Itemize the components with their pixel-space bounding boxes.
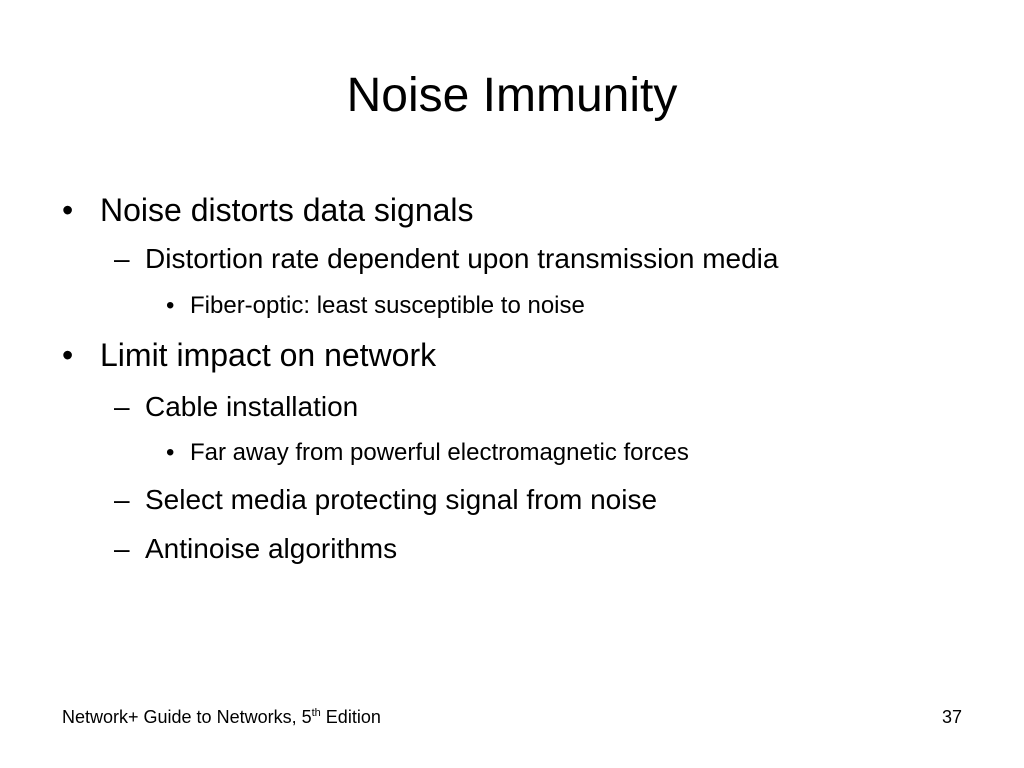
footer-source-prefix: Network+ Guide to Networks, 5 xyxy=(62,707,312,727)
bullet-text: Antinoise algorithms xyxy=(145,533,398,564)
footer-source xyxy=(62,706,381,728)
page-number: 37 xyxy=(941,707,962,727)
footer-source-superscript: th xyxy=(311,707,321,719)
bullet-text: Limit impact on network xyxy=(100,337,437,373)
bullet-marker: • xyxy=(166,439,175,466)
bullet-marker: – xyxy=(114,533,130,564)
bullet-text: Cable installation xyxy=(145,391,359,422)
bullet-marker: – xyxy=(114,484,130,515)
bullet-text: Select media protecting signal from noise xyxy=(145,484,658,515)
bullet-text: Distortion rate dependent upon transmission media xyxy=(145,243,779,274)
bullet-marker: • xyxy=(62,192,74,228)
bullet-marker: • xyxy=(166,292,175,319)
bullet-marker: – xyxy=(114,391,130,422)
bullet-marker: – xyxy=(114,243,130,274)
bullet-text: Noise distorts data signals xyxy=(100,192,474,228)
footer-source-suffix: Edition xyxy=(320,707,381,727)
slide-title: Noise Immunity xyxy=(346,69,678,122)
bullet-text: Fiber-optic: least susceptible to noise xyxy=(190,292,585,319)
bullet-marker: • xyxy=(62,337,74,373)
bullet-text: Far away from powerful electromagnetic forces xyxy=(190,439,689,466)
